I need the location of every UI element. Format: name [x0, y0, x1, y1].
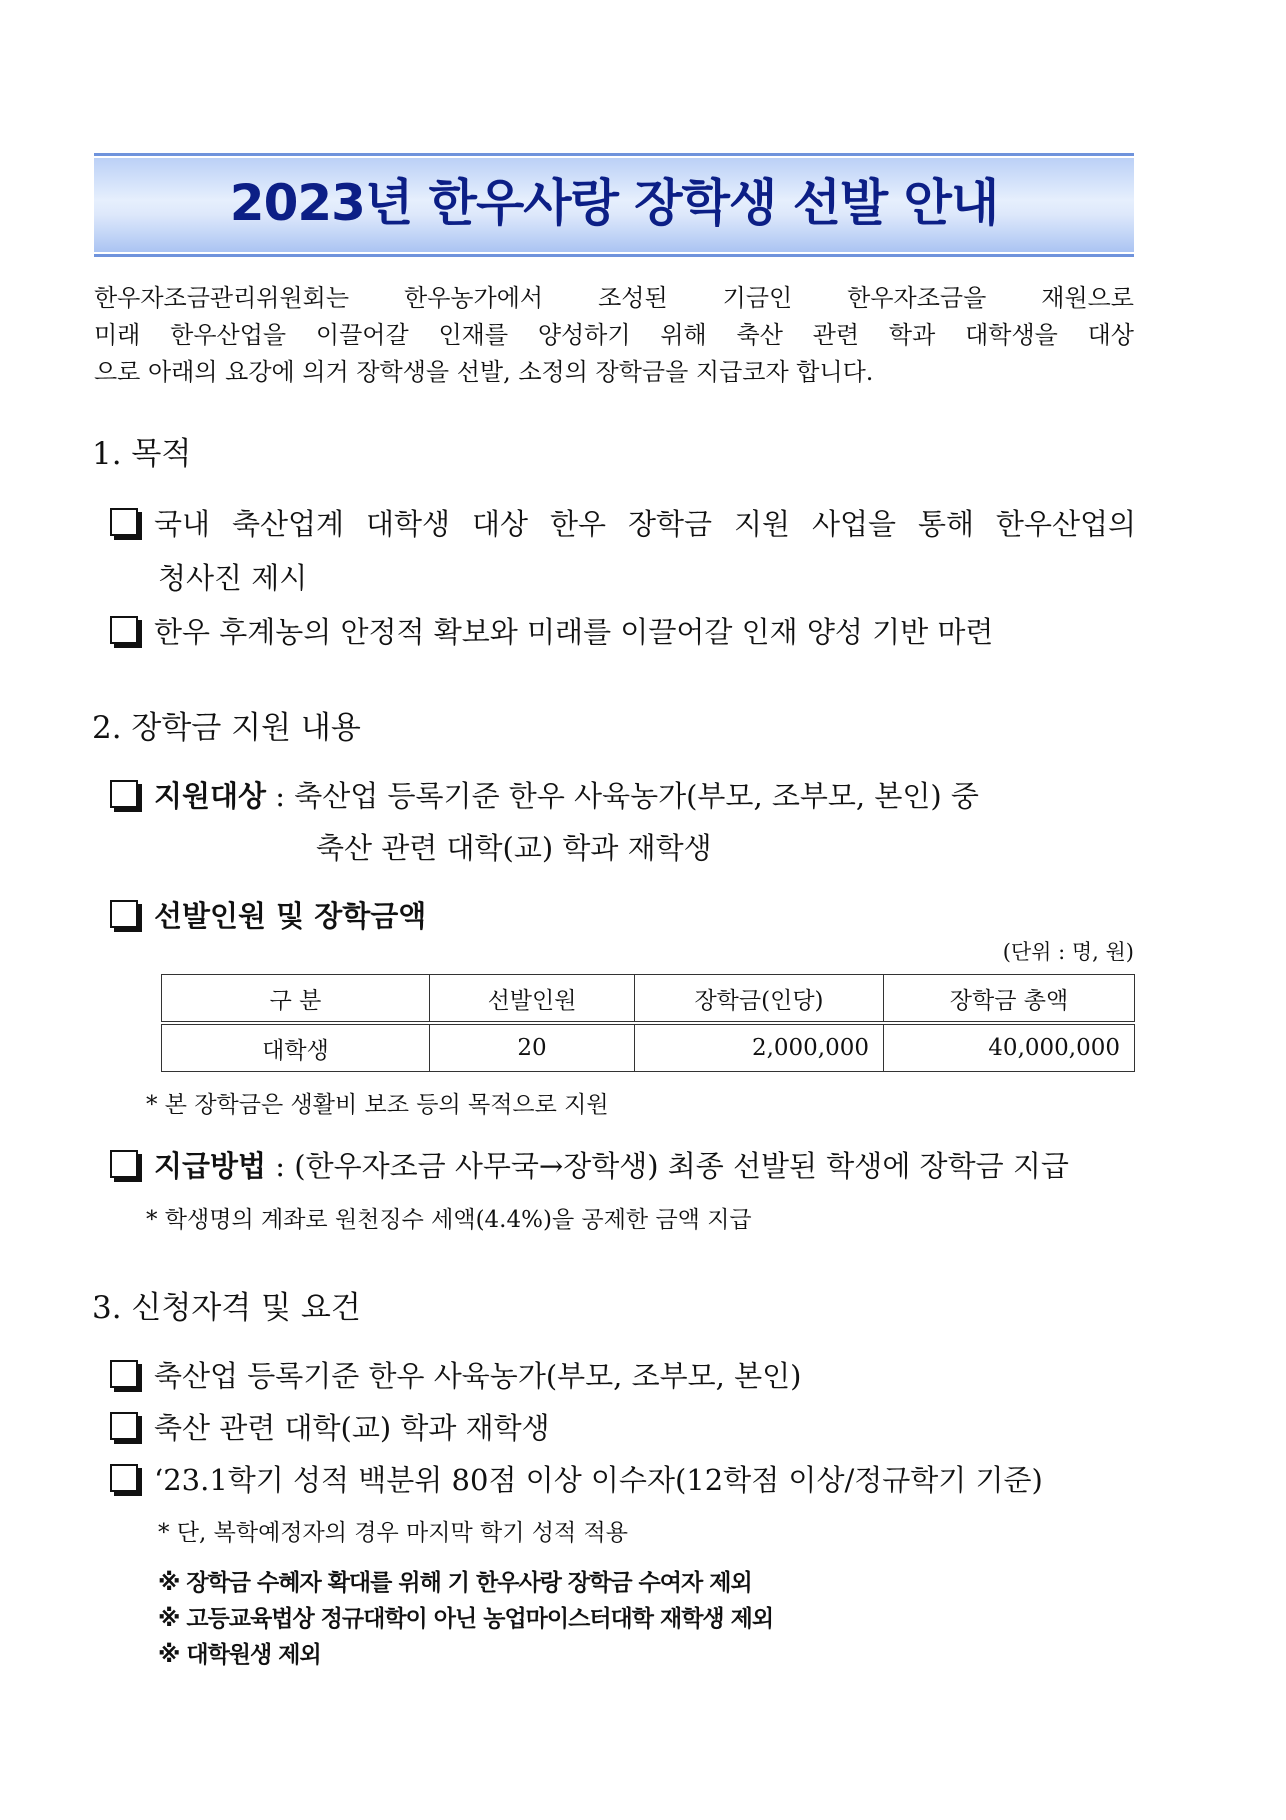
checkbox-square-icon	[110, 1464, 138, 1492]
intro-line: 한우자조금관리위원회는 한우농가에서 조성된 기금인 한우자조금을 재원으로	[94, 284, 1134, 312]
table-footnote: * 본 장학금은 생활비 보조 등의 목적으로 지원	[146, 1092, 609, 1118]
checkbox-square-icon	[110, 780, 138, 808]
table-header-row	[162, 975, 1135, 1024]
title-banner	[94, 153, 1134, 257]
payment-method	[108, 1140, 1069, 1192]
table-cell: 40,000,000	[884, 1023, 1135, 1072]
exclusion-note: ※ 장학금 수혜자 확대를 위해 기 한우사랑 장학금 수여자 제외	[158, 1570, 752, 1596]
section3-heading: 3. 신청자격 및 요건	[92, 1290, 361, 1326]
table-cell: 20	[430, 1023, 635, 1072]
item-text: 축산 관련 대학(교) 학과 재학생	[154, 1411, 550, 1445]
table-cell: 2,000,000	[635, 1023, 884, 1072]
checkbox-square-icon	[110, 900, 138, 928]
section1-item	[108, 606, 993, 658]
checkbox-square-icon	[110, 508, 138, 536]
section1-heading: 1. 목적	[92, 436, 192, 472]
support-target-cont: 축산 관련 대학(교) 학과 재학생	[316, 831, 712, 865]
checkbox-square-icon	[110, 1360, 138, 1388]
column-header: 구 분	[162, 975, 430, 1024]
item-text: 축산업 등록기준 한우 사육농가(부모, 조부모, 본인)	[154, 1359, 802, 1393]
page-title: 2023년 한우사랑 장학생 선발 안내	[229, 174, 999, 232]
section1-item	[108, 498, 1136, 550]
column-header: 선발인원	[430, 975, 635, 1024]
table-row	[162, 1023, 1135, 1072]
checkbox-square-icon	[110, 616, 138, 644]
section2-heading: 2. 장학금 지원 내용	[92, 710, 361, 746]
checkbox-square-icon	[110, 1150, 138, 1178]
intro-paragraph	[94, 280, 1134, 391]
scholarship-table	[161, 974, 1135, 1072]
checkbox-square-icon	[110, 1412, 138, 1440]
payment-label: 지급방법	[154, 1149, 267, 1183]
support-target	[108, 770, 979, 822]
item-text: 한우 후계농의 안정적 확보와 미래를 이끌어갈 인재 양성 기반 마련	[154, 615, 994, 649]
column-header: 장학금 총액	[884, 975, 1135, 1024]
section1-item-cont: 청사진 제시	[158, 561, 308, 595]
item-text: ‘23.1학기 성적 백분위 80점 이상 이수자(12학점 이상/정규학기 기준)	[154, 1463, 1043, 1497]
column-header: 장학금(인당)	[635, 975, 884, 1024]
support-target-text: : 축산업 등록기준 한우 사육농가(부모, 조부모, 본인) 중	[266, 779, 979, 813]
support-target-label: 지원대상	[154, 779, 267, 813]
requirement-footnote: * 단, 복학예정자의 경우 마지막 학기 성적 적용	[158, 1520, 628, 1546]
requirement-item	[108, 1454, 1043, 1506]
intro-line: 으로 아래의 요강에 의거 장학생을 선발, 소정의 장학금을 지급코자 합니다.	[94, 358, 874, 386]
item-text: 국내 축산업계 대학생 대상 한우 장학금 지원 사업을 통해 한우산업의	[154, 507, 1136, 541]
payment-text: : (한우자조금 사무국→장학생) 최종 선발된 학생에 장학금 지급	[266, 1149, 1069, 1183]
payment-footnote: * 학생명의 계좌로 원천징수 세액(4.4%)을 공제한 금액 지급	[146, 1207, 752, 1233]
requirement-item	[108, 1350, 801, 1402]
exclusion-note: ※ 고등교육법상 정규대학이 아닌 농업마이스터대학 재학생 제외	[158, 1606, 774, 1632]
unit-label: (단위 : 명, 원)	[1002, 940, 1134, 964]
intro-line: 미래 한우산업을 이끌어갈 인재를 양성하기 위해 축산 관련 학과 대학생을 대상	[94, 321, 1134, 349]
exclusion-note: ※ 대학원생 제외	[158, 1642, 321, 1668]
table-cell: 대학생	[162, 1023, 430, 1072]
selection-label: 선발인원 및 장학금액	[154, 899, 427, 933]
selection-heading	[108, 890, 426, 942]
requirement-item	[108, 1402, 550, 1454]
